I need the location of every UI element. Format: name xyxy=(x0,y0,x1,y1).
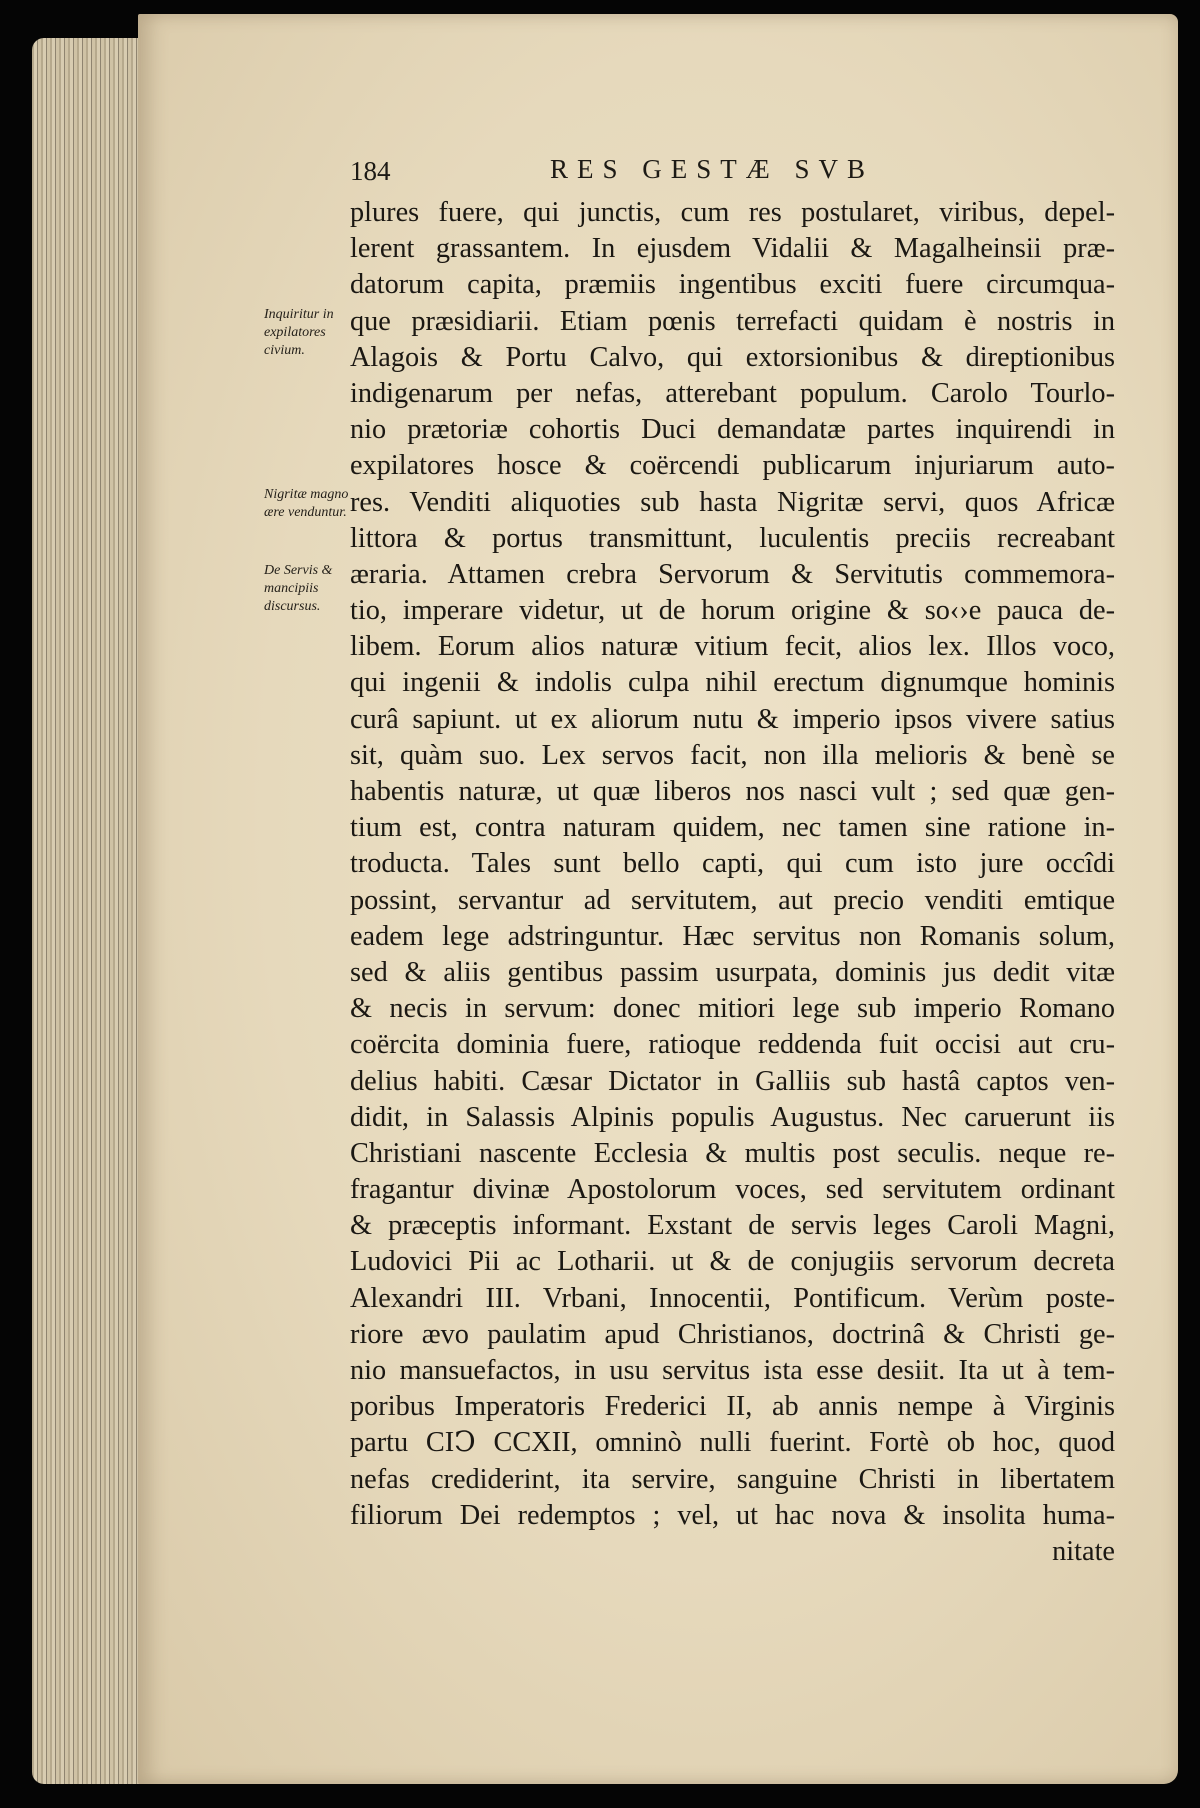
text-line: que præsidiarii. Etiam pœnis terrefacti quidam è nostris in xyxy=(350,305,1115,337)
text-line: nio prætoriæ cohortis Duci demandatæ partes inquirendi in xyxy=(350,414,1115,446)
text-line: partu CIↃ CCXII, omninò nulli fuerint. Fortè ob hoc, quod xyxy=(350,1427,1115,1459)
text-line: delius habiti. Cæsar Dictator in Galliis sub hastâ captos ven- xyxy=(350,1065,1115,1097)
text-line: Ludovici Pii ac Lotharii. ut & de conjugiis servorum decreta xyxy=(350,1246,1115,1278)
marginal-note: Inquiritur in expilatores civium. xyxy=(264,307,334,358)
text-line: filiorum Dei redemptos ; vel, ut hac nova & insolita huma- xyxy=(350,1499,1115,1531)
text-line: nitate xyxy=(1052,1535,1115,1567)
running-title: RES GESTÆ SVB xyxy=(550,154,875,184)
marginal-note: De Servis & mancipiis discursus. xyxy=(264,563,333,614)
page-edges xyxy=(32,38,144,1784)
text-line: habentis naturæ, ut quæ liberos nos nasci vult ; sed quæ gen- xyxy=(350,776,1115,807)
text-line: Alagois & Portu Calvo, qui extorsionibus & direptionibus xyxy=(350,341,1115,373)
page-number: 184 xyxy=(350,156,391,186)
text-line: datorum capita, præmiis ingentibus exciti fuere circumqua- xyxy=(350,269,1115,301)
text-line: tio, imperare videtur, ut de horum origine & so‹›e pauca de- xyxy=(350,595,1115,627)
text-line: Christiani nascente Ecclesia & multis post seculis. neque re- xyxy=(350,1137,1115,1169)
text-line: didit, in Salassis Alpinis populis Augustus. Nec caruerunt iis xyxy=(350,1101,1115,1133)
text-line: Alexandri III. Vrbani, Innocentii, Pontificum. Verùm poste- xyxy=(350,1282,1115,1314)
text-line: possint, servantur ad servitutem, aut precio venditi emtique xyxy=(350,884,1115,916)
text-line: qui ingenii & indolis culpa nihil erectum dignumque hominis xyxy=(350,667,1115,699)
text-line: troducta. Tales sunt bello capti, qui cum isto jure occîdi xyxy=(350,848,1115,880)
text-line: lerent grassantem. In ejusdem Vidalii & Magalheinsii præ- xyxy=(350,233,1115,265)
text-line: nefas crediderint, ita servire, sanguine Christi in libertatem xyxy=(350,1463,1115,1495)
running-head xyxy=(350,152,910,192)
text-line: littora & portus transmittunt, luculentis preciis recreabant xyxy=(350,522,1115,554)
text-line: nio mansuefactos, in usu servitus ista esse desiit. Ita ut à tem- xyxy=(350,1355,1115,1386)
text-line: libem. Eorum alios naturæ vitium fecit, alios lex. Illos voco, xyxy=(350,631,1115,663)
text-line: curâ sapiunt. ut ex aliorum nutu & imperio ipsos vivere satius xyxy=(350,703,1115,735)
text-line: sit, quàm suo. Lex servos facit, non illa melioris & benè se xyxy=(350,739,1115,771)
text-line: eadem lege adstringuntur. Hæc servitus non Romanis solum, xyxy=(350,920,1115,952)
text-line: expilatores hosce & coërcendi publicarum injuriarum auto- xyxy=(350,450,1115,482)
text-line: plures fuere, qui junctis, cum res postularet, viribus, depel- xyxy=(350,197,1115,228)
text-line: coërcita dominia fuere, ratioque reddenda fuit occisi aut cru- xyxy=(350,1029,1115,1061)
text-line: sed & aliis gentibus passim usurpata, dominis jus dedit vitæ xyxy=(350,956,1115,988)
text-line: poribus Imperatoris Frederici II, ab annis nempe à Virginis xyxy=(350,1391,1115,1423)
text-line: indigenarum per nefas, atterebant populum. Carolo Tourlo- xyxy=(350,377,1115,409)
text-line: fragantur divinæ Apostolorum voces, sed servitutem ordinant xyxy=(350,1174,1115,1206)
marginal-note: Nigritæ magno ære venduntur. xyxy=(264,487,349,520)
text-line: res. Venditi aliquoties sub hasta Nigritæ servi, quos Africæ xyxy=(350,486,1115,518)
text-line: tium est, contra naturam quidem, nec tamen sine ratione in- xyxy=(350,812,1115,844)
text-line: & præceptis informant. Exstant de servis leges Caroli Magni, xyxy=(350,1210,1115,1242)
body-text xyxy=(350,195,1115,1570)
text-line: & necis in servum: donec mitiori lege sub imperio Romano xyxy=(350,993,1115,1025)
text-line: æraria. Attamen crebra Servorum & Servitutis commemora- xyxy=(350,558,1115,590)
text-line: riore ævo paulatim apud Christianos, doctrinâ & Christi ge- xyxy=(350,1318,1115,1350)
